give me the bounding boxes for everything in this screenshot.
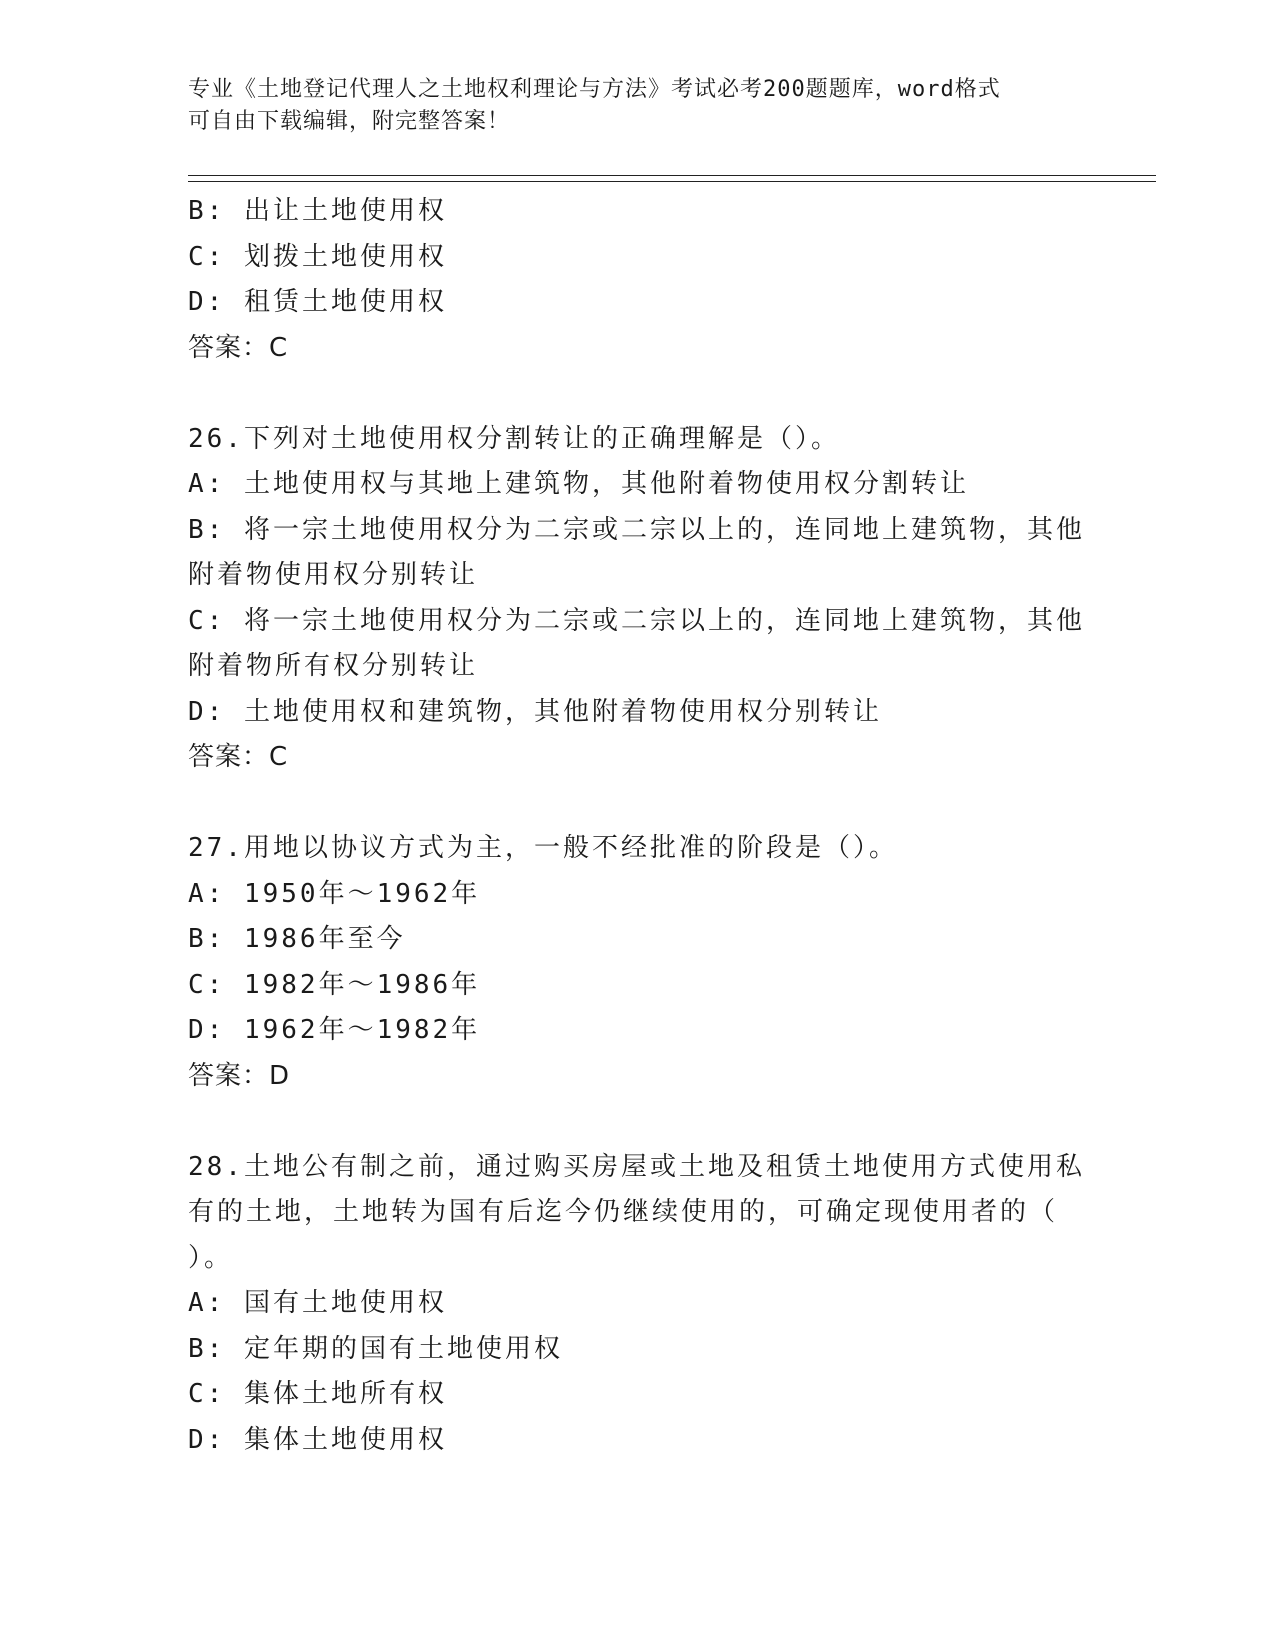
header-title-line-1: 专业《土地登记代理人之土地权利理论与方法》考试必考200题题库，word格式 [188,77,1001,102]
question-stem: 26.下列对土地使用权分割转让的正确理解是（）。 [188,423,840,454]
answer: 答案：C [188,332,289,363]
question-stem-continued: ）。 [188,1242,234,1273]
option-d: D: 集体土地使用权 [188,1424,447,1455]
spacer [188,1099,1088,1145]
spacer [188,371,1088,417]
header-rule-top [188,175,1156,176]
question-content [188,189,1088,1463]
header-rule-bottom [188,181,1156,182]
option-c: C: 集体土地所有权 [188,1379,447,1409]
option-d: D: 土地使用权和建筑物，其他附着物使用权分别转让 [188,696,882,727]
question-stem: 27.用地以协议方式为主，一般不经批准的阶段是（）。 [188,833,898,863]
option-c: C: 1982年～1986年 [188,969,481,1000]
option-a: A: 国有土地使用权 [188,1288,447,1318]
option-c-continued: 附着物所有权分别转让 [188,651,479,681]
option-c: C: 划拨土地使用权 [188,241,447,272]
option-b: B: 将一宗土地使用权分为二宗或二宗以上的，连同地上建筑物，其他 [188,514,1085,545]
option-b: B: 1986年至今 [188,924,406,954]
option-c: C: 将一宗土地使用权分为二宗或二宗以上的，连同地上建筑物，其他 [188,605,1085,636]
question-block-28 [188,1145,1088,1464]
option-b-continued: 附着物使用权分别转让 [188,560,479,590]
question-stem-continued: 有的土地，土地转为国有后迄今仍继续使用的，可确定现使用者的（ [188,1197,1059,1227]
question-stem: 28.土地公有制之前，通过购买房屋或土地及租赁土地使用方式使用私 [188,1151,1085,1182]
question-block-26 [188,417,1088,781]
option-d: D: 租赁土地使用权 [188,287,447,317]
header-title-line-2: 可自由下载编辑，附完整答案！ [188,109,511,134]
answer: 答案：D [188,1060,291,1091]
question-block-25 [188,189,1088,371]
option-a: A: 土地使用权与其地上建筑物，其他附着物使用权分割转让 [188,469,969,499]
option-b: B: 定年期的国有土地使用权 [188,1333,563,1364]
option-a: A: 1950年～1962年 [188,878,481,909]
option-b: B: 出让土地使用权 [188,196,447,226]
spacer [188,781,1088,827]
option-d: D: 1962年～1982年 [188,1015,481,1045]
answer: 答案：C [188,742,289,772]
question-block-27 [188,826,1088,1099]
document-header [188,74,1068,138]
